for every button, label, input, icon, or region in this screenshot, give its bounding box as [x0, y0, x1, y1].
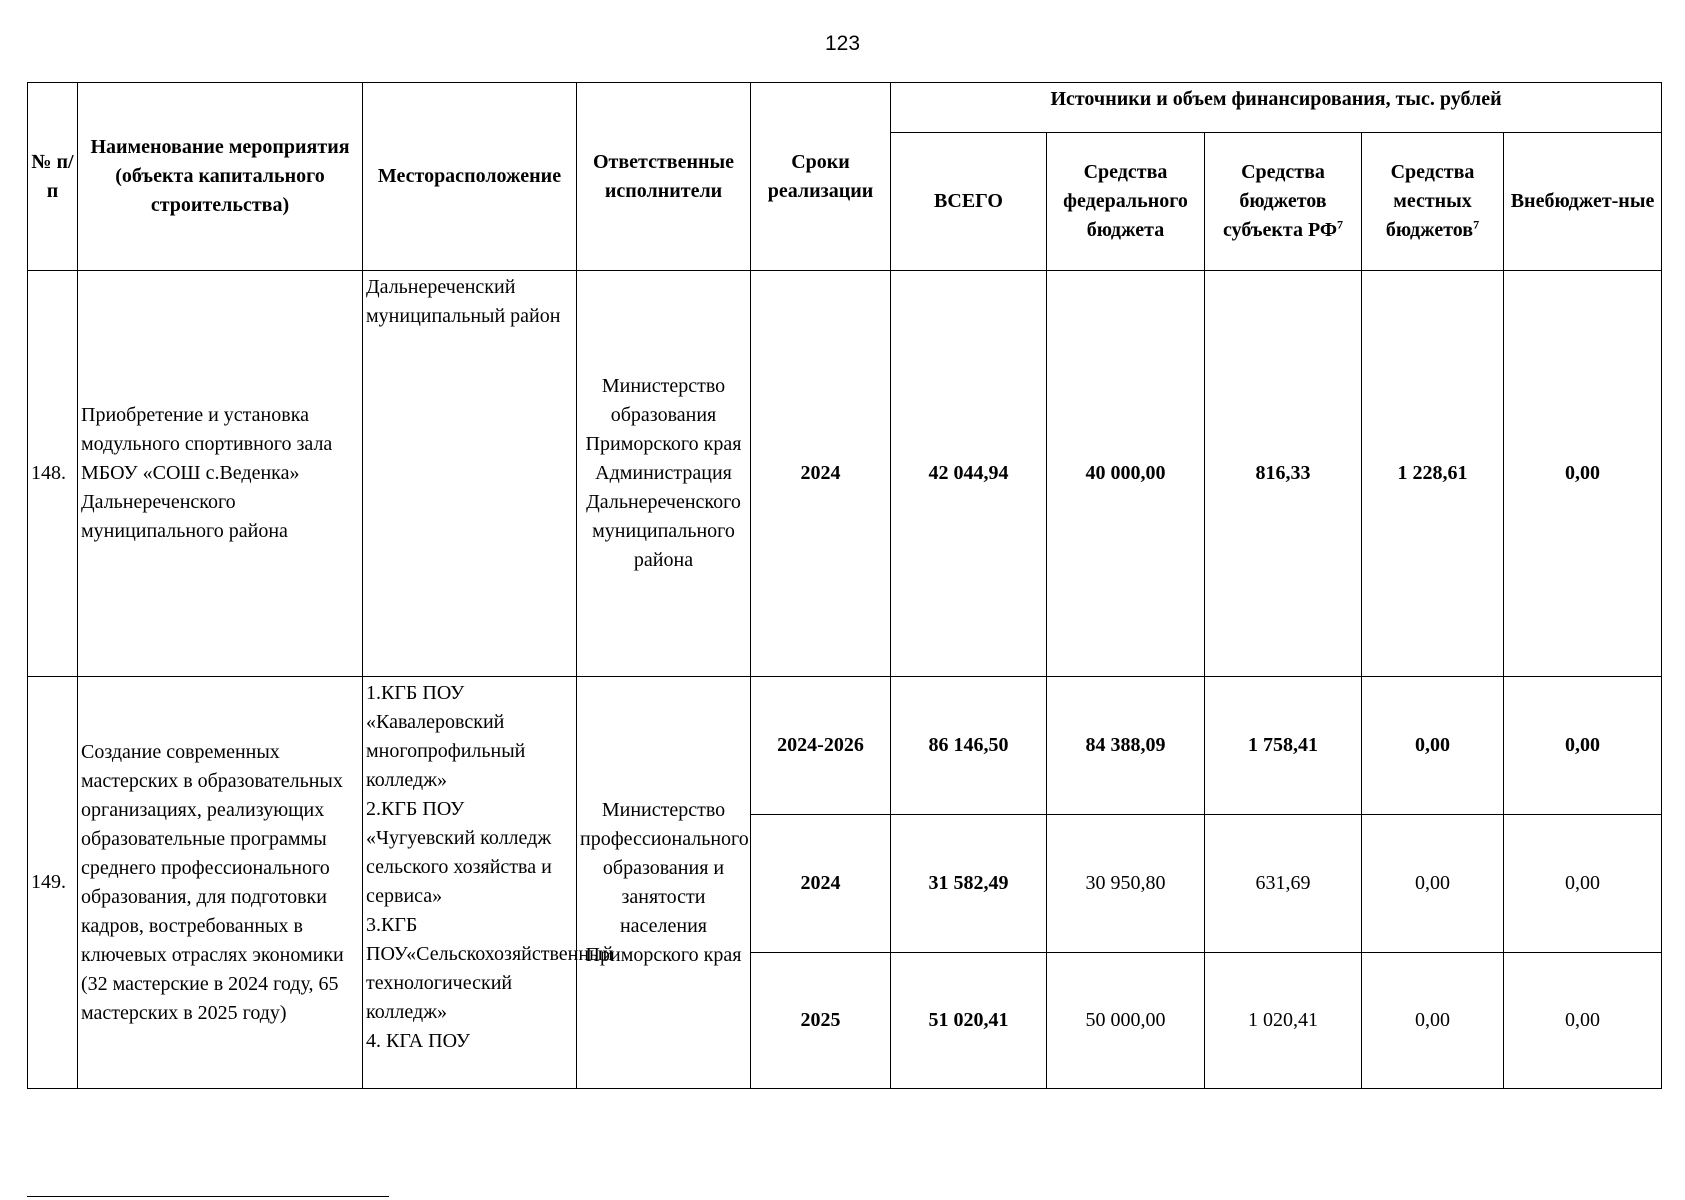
row-149-local: 0,00 — [1362, 677, 1504, 815]
header-no: № п/п — [28, 83, 78, 271]
header-regional — [1205, 133, 1362, 271]
row-149-2025-total: 51 020,41 — [891, 953, 1047, 1089]
table-row — [28, 677, 1662, 815]
header-federal: Средства федерального бюджета — [1047, 133, 1205, 271]
row-149-2024-local: 0,00 — [1362, 815, 1504, 953]
row-148-name: Приобретение и установка модульного спортивного зала МБОУ «СОШ с.Веденка» Дальнереченского муниципального района — [78, 271, 363, 677]
row-149-2024-regional: 631,69 — [1205, 815, 1362, 953]
header-row-1 — [28, 83, 1662, 133]
row-148-regional: 816,33 — [1205, 271, 1362, 677]
row-149-2024-federal: 30 950,80 — [1047, 815, 1205, 953]
page-number: 123 — [824, 32, 861, 55]
row-149-no: 149. — [28, 677, 78, 1089]
row-149-federal: 84 388,09 — [1047, 677, 1205, 815]
row-149-2025-regional: 1 020,41 — [1205, 953, 1362, 1089]
row-149-location: 1.КГБ ПОУ «Кавалеровский многопрофильный колледж» 2.КГБ ПОУ «Чугуевский колледж сельского хозяйства и сервиса» 3.КГБ ПОУ«Сельскохозяйственный технологический колледж» 4. КГА ПОУ — [363, 677, 577, 1089]
header-regional-text: Средства бюджетов субъекта РФ — [1222, 161, 1338, 241]
header-location: Месторасположение — [363, 83, 577, 271]
row-149-2025-extra: 0,00 — [1504, 953, 1662, 1089]
header-responsible: Ответственные исполнители — [577, 83, 751, 271]
row-149-responsible: Министерство профессионального образования и занятости населения Приморского края — [577, 677, 751, 1089]
row-149-period: 2024-2026 — [751, 677, 891, 815]
row-148-no: 148. — [28, 271, 78, 677]
row-149-2024-extra: 0,00 — [1504, 815, 1662, 953]
header-period: Сроки реализации — [751, 83, 891, 271]
row-148-total: 42 044,94 — [891, 271, 1047, 677]
row-148-responsible: Министерство образования Приморского края Администрация Дальнереченского муниципального района — [577, 271, 751, 677]
header-regional-footnote: 7 — [1337, 217, 1344, 232]
row-149-2025-federal: 50 000,00 — [1047, 953, 1205, 1089]
row-149-name: Создание современных мастерских в образовательных организациях, реализующих образовательные программы среднего профессионального образования, для подготовки кадров, востребованных в ключевых отраслях экономики (32 мастерские в 2024 году, 65 мастерских в 2025 году) — [78, 677, 363, 1089]
row-149-2025-local: 0,00 — [1362, 953, 1504, 1089]
row-149-2025-period: 2025 — [751, 953, 891, 1089]
row-148-period: 2024 — [751, 271, 891, 677]
header-extra: Внебюджет-ные — [1504, 133, 1662, 271]
table-row — [28, 271, 1662, 677]
row-149-extra: 0,00 — [1504, 677, 1662, 815]
footnote-divider — [27, 1196, 389, 1197]
header-total: ВСЕГО — [891, 133, 1047, 271]
row-149-2024-period: 2024 — [751, 815, 891, 953]
row-148-local: 1 228,61 — [1362, 271, 1504, 677]
row-148-federal: 40 000,00 — [1047, 271, 1205, 677]
row-149-2024-total: 31 582,49 — [891, 815, 1047, 953]
header-local-text: Средства местных бюджетов — [1385, 161, 1475, 241]
header-local — [1362, 133, 1504, 271]
header-funding-group: Источники и объем финансирования, тыс. рублей — [891, 83, 1662, 133]
row-149-regional: 1 758,41 — [1205, 677, 1362, 815]
row-148-extra: 0,00 — [1504, 271, 1662, 677]
header-local-footnote: 7 — [1473, 217, 1480, 232]
header-name: Наименование мероприятия (объекта капитального строительства) — [78, 83, 363, 271]
funding-table — [27, 82, 1662, 1089]
row-148-location: Дальнереченский муниципальный район — [363, 271, 577, 677]
row-149-total: 86 146,50 — [891, 677, 1047, 815]
